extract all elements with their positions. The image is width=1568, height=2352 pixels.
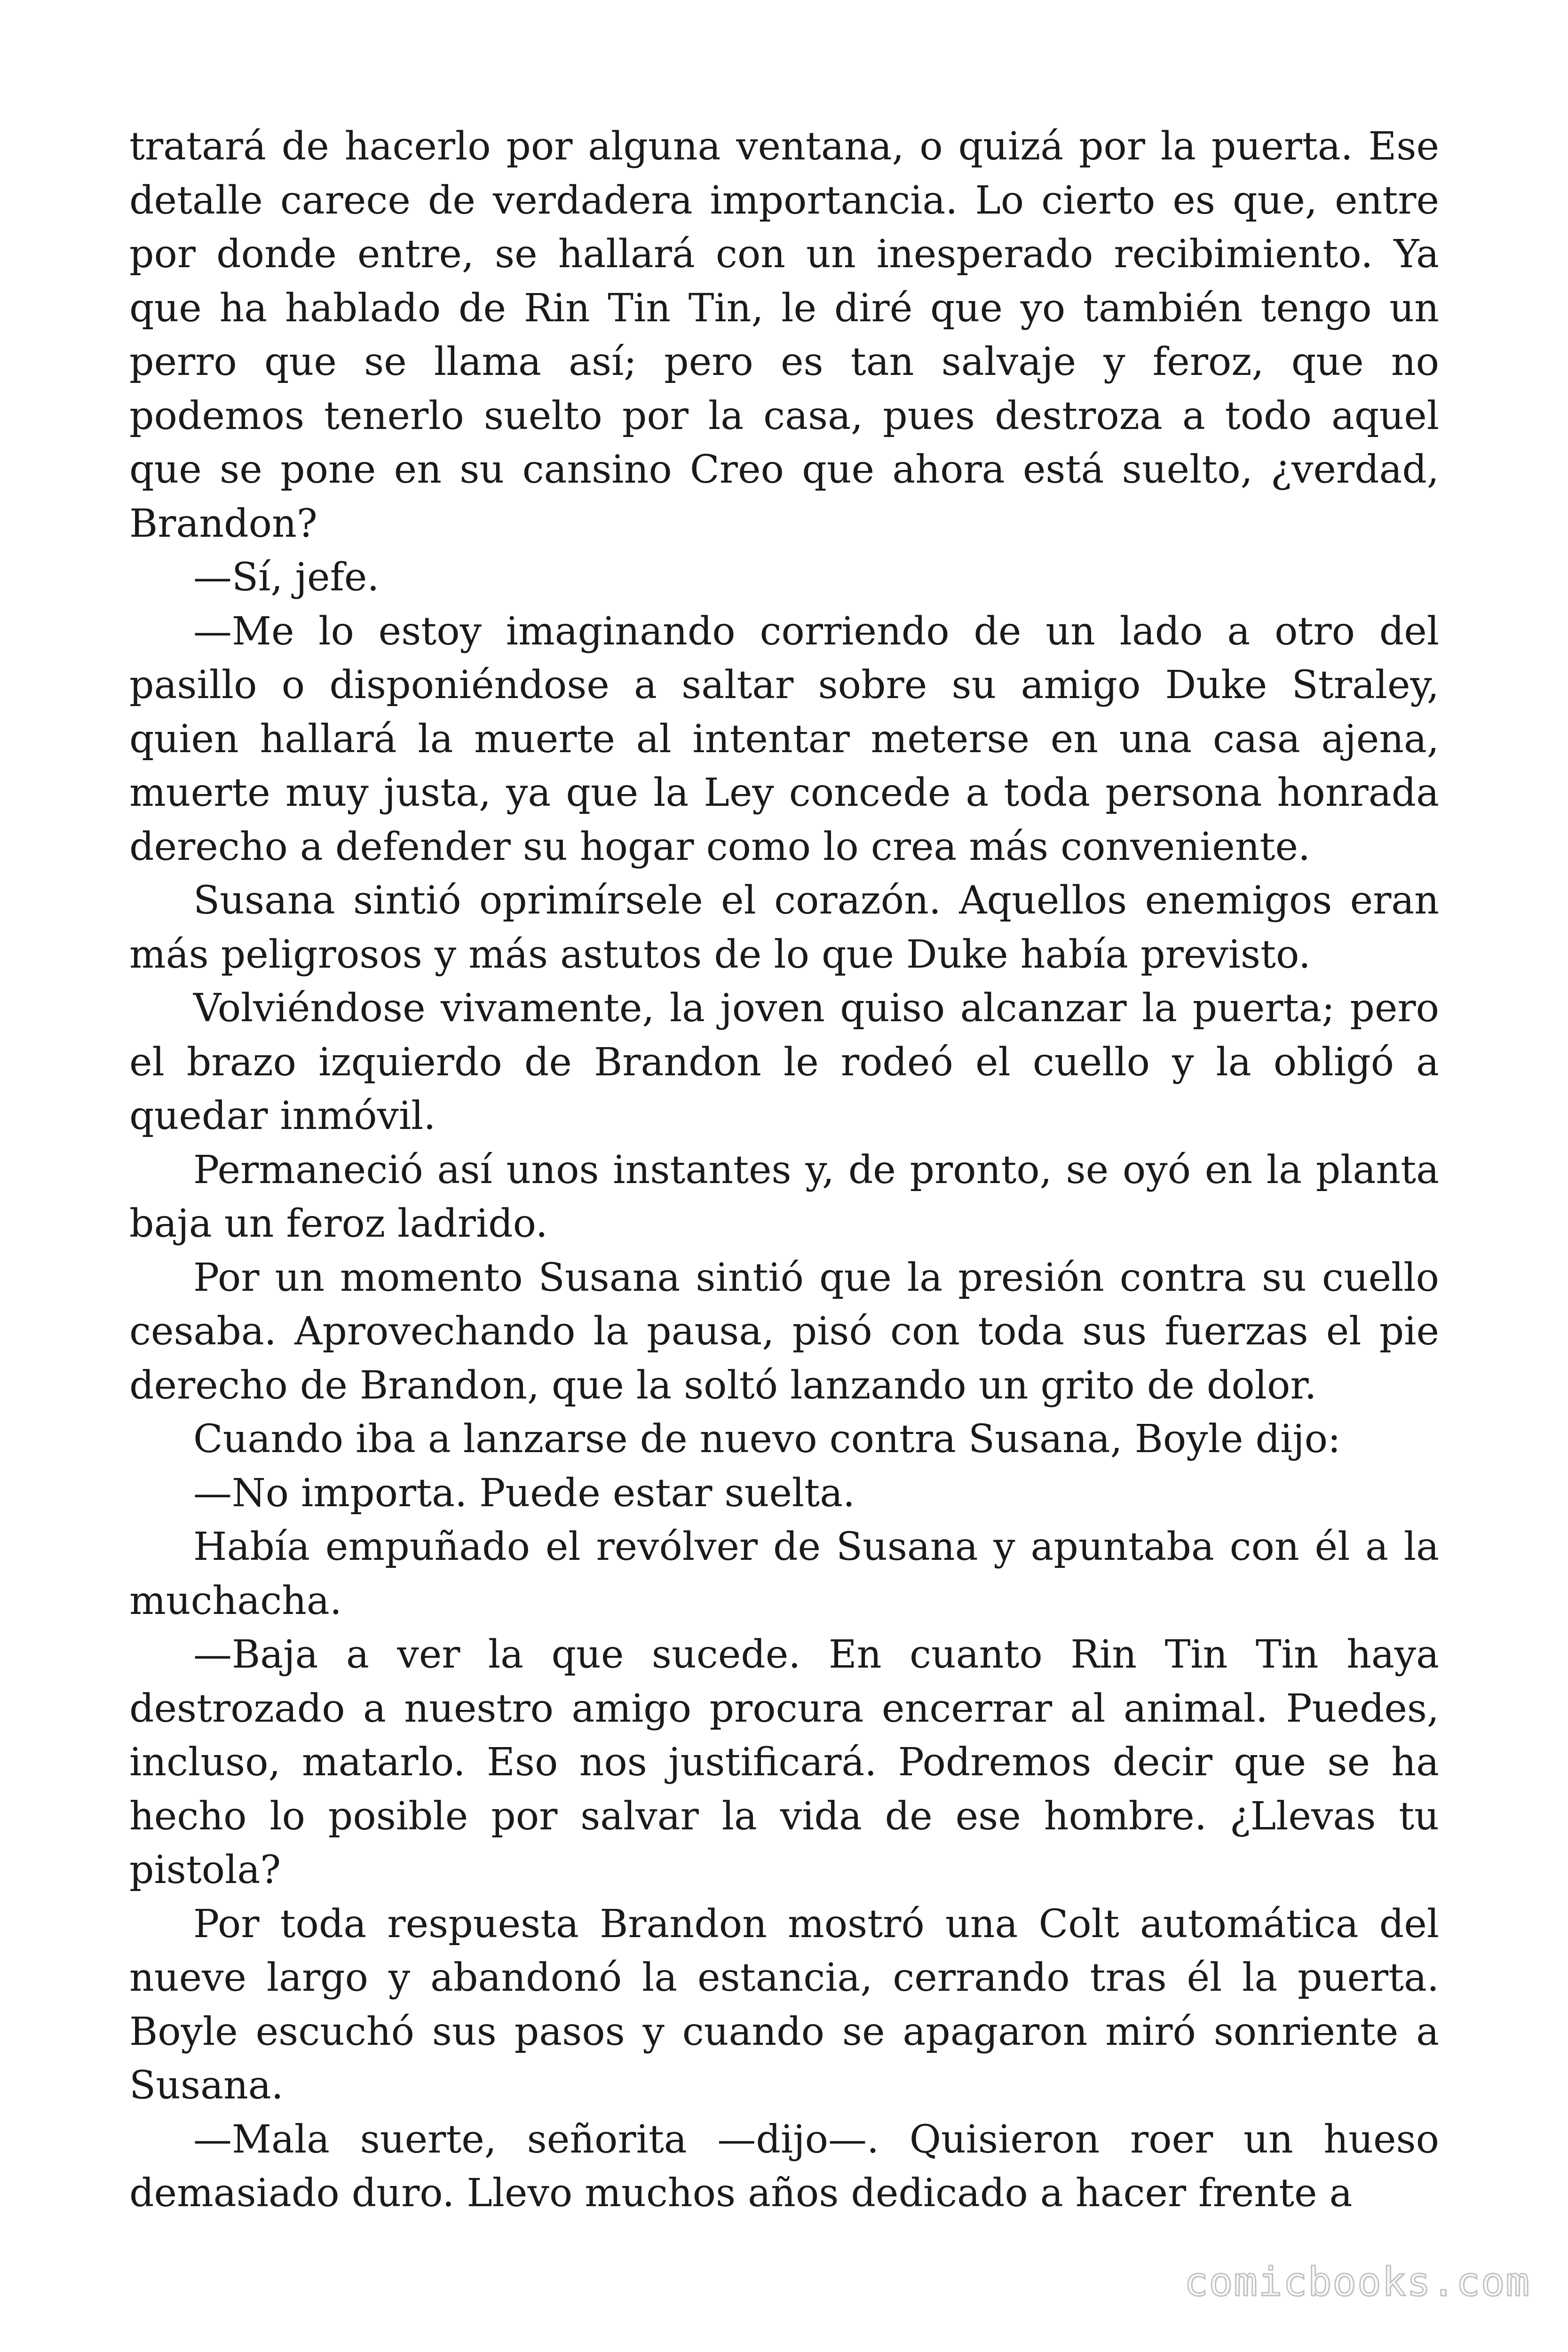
watermark: comicbooks.com [1184, 2259, 1530, 2305]
paragraph-dialogue: —Sí, jefe. [193, 555, 380, 600]
paragraph-dialogue: —Me lo estoy imaginando corriendo de un lado a otro del pasillo o disponiéndose a saltar sobre su amigo Duke Straley, quien hallará la muerte al intentar meterse en una casa ajena, muerte muy justa, ya que la Ley concede a toda persona honrada derecho a defender su hogar como lo crea más conveniente. [129, 609, 1439, 869]
paragraph: Susana sintió oprimírsele el corazón. Aquellos enemigos eran más peligrosos y más astutos de lo que Duke había previsto. [129, 878, 1439, 977]
paragraph-dialogue: —Mala suerte, señorita —dijo—. Quisieron roer un hueso demasiado duro. Llevo muchos años dedicado a hacer frente a [129, 2117, 1439, 2216]
paragraph: Cuando iba a lanzarse de nuevo contra Susana, Boyle dijo: [193, 1417, 1341, 1462]
paragraph: Permaneció así unos instantes y, de pronto, se oyó en la planta baja un feroz ladrido. [129, 1147, 1439, 1246]
paragraph-continuation: tratará de hacerlo por alguna ventana, o quizá por la puerta. Ese detalle carece de verdadera importancia. Lo cierto es que, entre por donde entre, se hallará con un inesperado recibimiento. Ya que ha hablado de Rin Tin Tin, le diré que yo también tengo un perro que se llama así; pero es tan salvaje y feroz, que no podemos tenerlo suelto por la casa, pues destroza a todo aquel que se pone en su cansino Creo que ahora está suelto, ¿verdad, Brandon? [129, 124, 1439, 546]
paragraph: Por un momento Susana sintió que la presión contra su cuello cesaba. Aprovechando la pausa, pisó con toda sus fuerzas el pie derecho de Brandon, que la soltó lanzando un grito de dolor. [129, 1255, 1439, 1408]
paragraph: Había empuñado el revólver de Susana y apuntaba con él a la muchacha. [129, 1525, 1439, 1623]
paragraph: Volviéndose vivamente, la joven quiso alcanzar la puerta; pero el brazo izquierdo de Brandon le rodeó el cuello y la obligó a quedar inmóvil. [129, 986, 1439, 1138]
paragraph: Por toda respuesta Brandon mostró una Colt automática del nueve largo y abandonó la estancia, cerrando tras él la puerta. Boyle escuchó sus pasos y cuando se apagaron miró sonriente a Susana. [129, 1901, 1439, 2108]
paragraph-dialogue: —Baja a ver la que sucede. En cuanto Rin Tin Tin haya destrozado a nuestro amigo procura encerrar al animal. Puedes, incluso, matarlo. Eso nos justificará. Podremos decir que se ha hecho lo posible por salvar la vida de ese hombre. ¿Llevas tu pistola? [129, 1632, 1439, 1892]
body-text [129, 120, 1439, 2221]
paragraph-dialogue: —No importa. Puede estar suelta. [193, 1470, 855, 1516]
